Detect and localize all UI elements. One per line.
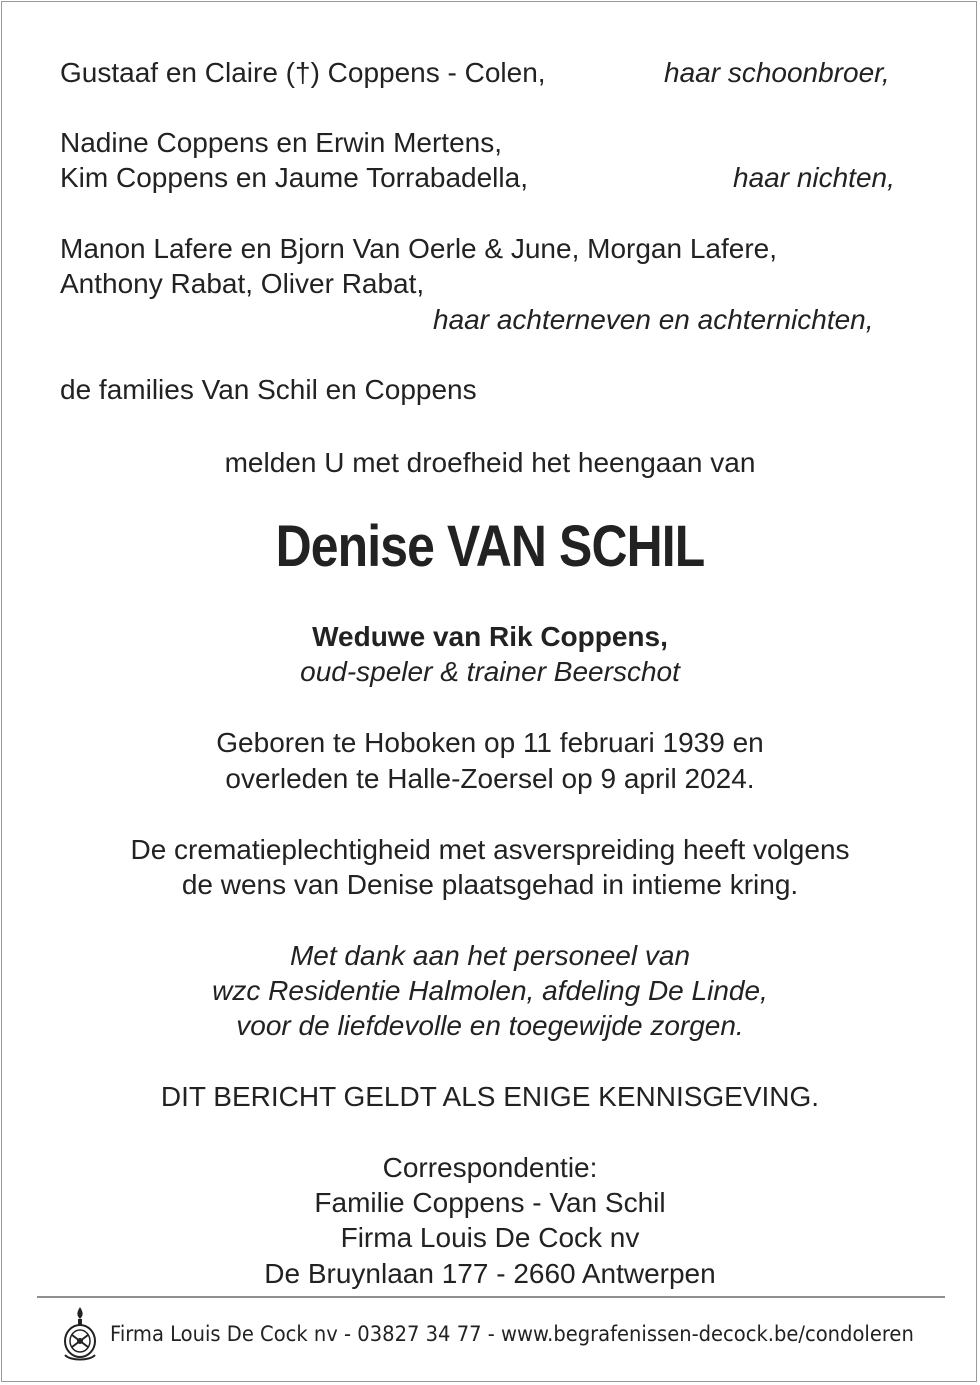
family-line-3-role: haar nichten, xyxy=(733,162,895,193)
family-line-7-names: de families Van Schil en Coppens xyxy=(60,374,477,405)
footer-contact: Firma Louis De Cock nv - 03827 34 77 - www.begrafenissen-decock.be/condoleren xyxy=(110,1322,914,1346)
family-line-5-names: Anthony Rabat, Oliver Rabat, xyxy=(60,268,425,299)
birth-line: Geboren te Hoboken op 11 februari 1939 en xyxy=(216,727,764,758)
family-line-6-role: haar achterneven en achternichten, xyxy=(433,304,874,335)
correspondence-title: Correspondentie: xyxy=(382,1152,598,1183)
family-line-4-names: Manon Lafere en Bjorn Van Oerle & June, Morgan Lafere, xyxy=(60,233,778,264)
notice-line: DIT BERICHT GELDT ALS ENIGE KENNISGEVING. xyxy=(160,1081,820,1112)
death-line: overleden te Halle-Zoersel op 9 april 2024. xyxy=(225,763,755,794)
footer-divider xyxy=(37,1296,945,1298)
deceased-name: Denise VAN SCHIL xyxy=(275,514,705,579)
ceremony-line-1: De crematieplechtigheid met asverspreiding heeft volgens xyxy=(130,834,850,865)
obituary-page xyxy=(1,1,977,1382)
correspondence-line-2: Firma Louis De Cock nv xyxy=(340,1222,640,1253)
family-line-1-role: haar schoonbroer, xyxy=(664,57,890,88)
ceremony-line-2: de wens van Denise plaatsgehad in intieme kring. xyxy=(181,869,799,900)
thanks-line-3: voor de liefdevolle en toegewijde zorgen. xyxy=(236,1010,744,1041)
family-line-2-names: Nadine Coppens en Erwin Mertens, xyxy=(60,127,503,158)
family-line-3-names: Kim Coppens en Jaume Torrabadella, xyxy=(60,162,528,193)
thanks-line-2: wzc Residentie Halmolen, afdeling De Linde, xyxy=(212,975,768,1006)
correspondence-line-3: De Bruynlaan 177 - 2660 Antwerpen xyxy=(264,1258,716,1289)
widow-subline: oud-speler & trainer Beerschot xyxy=(300,656,680,687)
family-line-1-names: Gustaaf en Claire (†) Coppens - Colen, xyxy=(60,57,546,88)
correspondence-line-1: Familie Coppens - Van Schil xyxy=(314,1187,666,1218)
announcement: melden U met droefheid het heengaan van xyxy=(224,447,756,478)
widow-line: Weduwe van Rik Coppens, xyxy=(312,621,668,652)
funeral-emblem-icon xyxy=(60,1305,100,1363)
thanks-line-1: Met dank aan het personeel van xyxy=(289,940,691,971)
